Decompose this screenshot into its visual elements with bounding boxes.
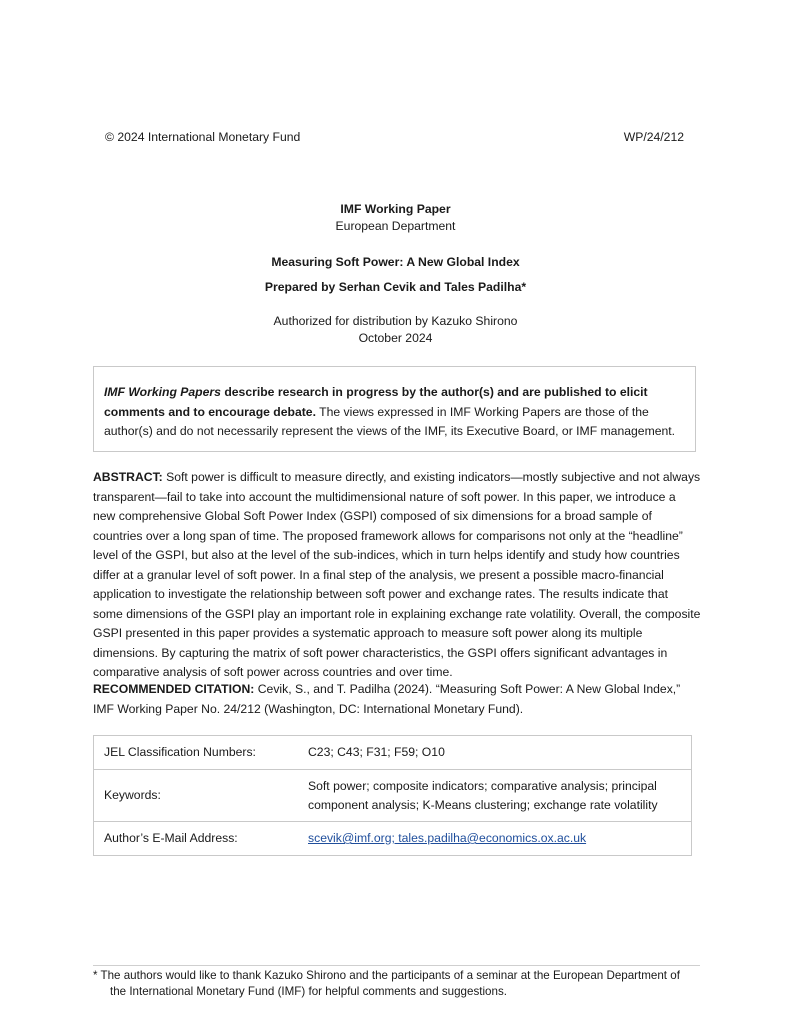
series-title: IMF Working Paper — [340, 202, 451, 216]
author-email-link[interactable]: scevik@imf.org; tales.padilha@economics.ox.ac.uk — [308, 831, 587, 845]
email-label: Author’s E-Mail Address: — [94, 822, 299, 856]
working-paper-notice — [93, 366, 696, 452]
table-row — [94, 770, 692, 822]
notice-text: The views expressed in IMF Working Papers are those of the author(s) and do not necessarily represent the views of the IMF, its Executive Board, or IMF management. — [104, 404, 676, 438]
keywords-label: Keywords: — [94, 770, 299, 822]
abstract-text: Soft power is difficult to measure directly, and existing indicators—mostly subjective and not always transparent—fail to take into account the multidimensional nature of soft power. In this paper, we introduce a new comprehensive Global Soft Power Index (GSPI) composed of six dimensions for a broad sample of countries over a long span of time. The proposed framework allows for comparisons not only at the “headline” level of the GSPI, but also at the level of the sub-indices, which in turn helps identify and study how countries differ at a granular level of soft power. In a final step of the analysis, we present a possible macro-financial application to investigate the relationship between soft power and exchange rates. The results indicate that some dimensions of the GSPI play an important role in explaining exchange rate volatility. Overall, the composite GSPI presented in this paper provides a systematic approach to measure soft power along its multiple dimensions. By capturing the matrix of soft power characteristics, the GSPI offers significant advantages in comparative analysis of soft power across countries and over time. — [93, 470, 701, 679]
abstract — [93, 468, 701, 683]
authorized-by: Authorized for distribution by Kazuko Shirono — [273, 314, 518, 328]
prepared-by: Prepared by Serhan Cevik and Tales Padilha* — [264, 280, 527, 294]
jel-value: C23; C43; F31; F59; O10 — [298, 736, 692, 770]
abstract-label: ABSTRACT: — [93, 470, 163, 484]
jel-label: JEL Classification Numbers: — [94, 736, 299, 770]
paper-number: WP/24/212 — [623, 130, 684, 144]
department: European Department — [335, 219, 456, 233]
publication-date: October 2024 — [358, 331, 433, 345]
keywords-line-2: component analysis; K-Means clustering; exchange rate volatility — [308, 797, 658, 812]
notice-italic-lead: IMF Working Papers — [104, 385, 221, 399]
keywords-line-1: Soft power; composite indicators; comparative analysis; principal — [308, 778, 657, 793]
table-row — [94, 736, 692, 770]
footnote-line-1: * The authors would like to thank Kazuko Shirono and the participants of a seminar at the European Department of — [93, 969, 680, 982]
email-cell — [298, 822, 692, 856]
table-row — [94, 822, 692, 856]
footnote — [93, 968, 703, 999]
citation-text: Cevik, S., and T. Padilha (2024). “Measuring Soft Power: A New Global Index,” IMF Working Paper No. 24/212 (Washington, DC: International Monetary Fund). — [93, 682, 681, 716]
notice-bold-lead: describe research in progress by the author(s) and are published to elicit comments and to encourage debate. — [104, 385, 648, 419]
footnote-divider — [93, 965, 700, 966]
copyright-notice: © 2024 International Monetary Fund — [105, 130, 301, 144]
paper-title: Measuring Soft Power: A New Global Index — [271, 255, 520, 269]
footnote-line-2: the International Monetary Fund (IMF) for helpful comments and suggestions. — [110, 984, 507, 998]
recommended-citation — [93, 680, 701, 719]
citation-label: RECOMMENDED CITATION: — [93, 682, 255, 696]
metadata-table — [93, 735, 692, 856]
keywords-value — [298, 770, 692, 822]
